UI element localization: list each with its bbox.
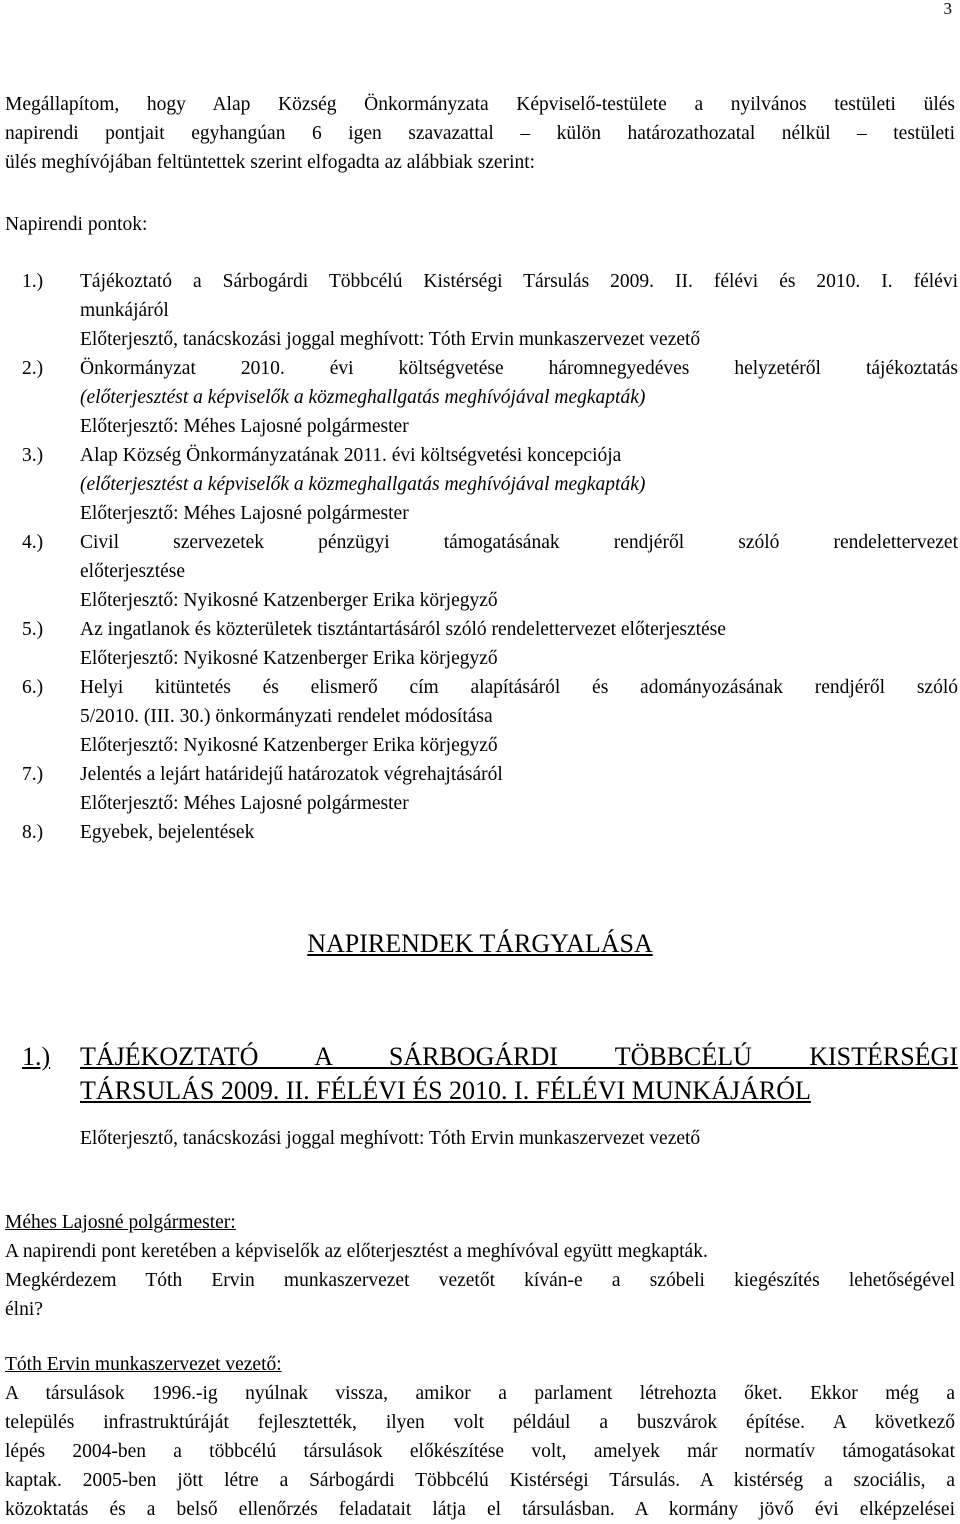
agenda-list — [22, 267, 958, 847]
agenda-item-number: 2.) — [22, 358, 44, 379]
speaker-text-line: élni? — [5, 1299, 43, 1320]
agenda-item-number: 5.) — [22, 619, 44, 640]
agenda-item-presenter: Előterjesztő: Nyikosné Katzenberger Erika körjegyző — [80, 590, 498, 611]
agenda-item-title: Tájékoztató a Sárbogárdi Többcélú Kistérségi Társulás 2009. II. félévi és 2010. I. félévi — [80, 271, 958, 292]
intro-line: ülés meghívójában feltüntettek szerint elfogadta az alábbiak szerint: — [5, 152, 536, 173]
agenda-item-number: 8.) — [22, 822, 44, 843]
agenda-item-presenter: Előterjesztő: Nyikosné Katzenberger Erika körjegyző — [80, 735, 498, 756]
agenda-item — [22, 673, 958, 760]
speaker-text-line: Megkérdezem Tóth Ervin munkaszervezet vezetőt kíván-e a szóbeli kiegészítés lehetőségével — [5, 1270, 955, 1291]
agenda-item-number: 1.) — [22, 271, 44, 292]
agenda-item-note: (előterjesztést a képviselők a közmeghallgatás meghívójával megkapták) — [80, 387, 646, 408]
section-title — [22, 1040, 958, 1108]
intro-paragraph — [5, 90, 955, 177]
speaker-text-line: lépés 2004-ben a többcélú társulások előkészítése volt, amelyek már normatív támogatásokat — [5, 1441, 955, 1462]
speaker-name: Tóth Ervin munkaszervezet vezető: — [5, 1354, 282, 1375]
speaker-block — [5, 1350, 955, 1524]
section-presenter: Előterjesztő, tanácskozási joggal meghívott: Tóth Ervin munkaszervezet vezető — [80, 1128, 701, 1149]
speaker-text-line: település infrastruktúráját fejlesztették, ilyen volt például a buszvárok építése. A következő — [5, 1412, 955, 1433]
page-number: 3 — [943, 0, 952, 18]
agenda-item — [22, 615, 958, 673]
agenda-item-number: 3.) — [22, 445, 44, 466]
speaker-name: Méhes Lajosné polgármester: — [5, 1212, 236, 1233]
agenda-item-presenter: Előterjesztő: Nyikosné Katzenberger Erika körjegyző — [80, 648, 498, 669]
speaker-text-line: közoktatás és a belső ellenőrzés feladatait látja el társulásban. A kormány jövő évi elképzelései — [5, 1499, 955, 1520]
agenda-item-title: Az ingatlanok és közterületek tisztántartásáról szóló rendelettervezet előterjesztése — [80, 619, 726, 640]
agenda-item-presenter: Előterjesztő: Méhes Lajosné polgármester — [80, 793, 409, 814]
agenda-item-title: Önkormányzat 2010. évi költségvetése háromnegyedéves helyzetéről tájékoztatás — [80, 358, 958, 379]
speaker-text — [5, 1237, 955, 1324]
section-number: 1.) — [22, 1042, 51, 1071]
agenda-item-title: Jelentés a lejárt határidejű határozatok végrehajtásáról — [80, 764, 503, 785]
section-title-line: TÁRSULÁS 2009. II. FÉLÉVI ÉS 2010. I. FÉLÉVI MUNKÁJÁRÓL — [80, 1076, 811, 1105]
agenda-item — [22, 528, 958, 615]
agenda-item — [22, 354, 958, 441]
agenda-item-title: Civil szervezetek pénzügyi támogatásának rendjéről szóló rendelettervezet — [80, 532, 958, 553]
agenda-item — [22, 760, 958, 818]
agenda-item-presenter: Előterjesztő: Méhes Lajosné polgármester — [80, 416, 409, 437]
agenda-item-title: 5/2010. (III. 30.) önkormányzati rendelet módosítása — [80, 706, 493, 727]
agenda-item-title: munkájáról — [80, 300, 169, 321]
agenda-item-number: 7.) — [22, 764, 44, 785]
speaker-text — [5, 1379, 955, 1524]
agenda-item — [22, 818, 958, 847]
agenda-item-number: 6.) — [22, 677, 44, 698]
agenda-item — [22, 441, 958, 528]
agenda-item-number: 4.) — [22, 532, 44, 553]
agenda-item-title: Alap Község Önkormányzatának 2011. évi költségvetési koncepciója — [80, 445, 622, 466]
speaker-text-line: A napirendi pont keretében a képviselők az előterjesztést a meghívóval együtt megkapták. — [5, 1241, 708, 1262]
agenda-item-note: (előterjesztést a képviselők a közmeghallgatás meghívójával megkapták) — [80, 474, 646, 495]
main-heading: NAPIRENDEK TÁRGYALÁSA — [307, 929, 653, 958]
agenda-item-title: Helyi kitüntetés és elismerő cím alapításáról és adományozásának rendjéről szóló — [80, 677, 958, 698]
section-title-line: TÁJÉKOZTATÓ A SÁRBOGÁRDI TÖBBCÉLÚ KISTÉRSÉGI — [80, 1042, 958, 1071]
speaker-block — [5, 1208, 955, 1324]
intro-line: napirendi pontjait egyhangúan 6 igen szavazattal – külön határozathozatal nélkül – testületi — [5, 123, 955, 144]
agenda-item-presenter: Előterjesztő: Méhes Lajosné polgármester — [80, 503, 409, 524]
agenda-item-title: Egyebek, bejelentések — [80, 822, 255, 843]
agenda-item-title: előterjesztése — [80, 561, 186, 582]
agenda-heading: Napirendi pontok: — [5, 214, 148, 235]
agenda-item — [22, 267, 958, 354]
intro-line: Megállapítom, hogy Alap Község Önkormányzata Képviselő-testülete a nyilvános testületi ülés — [5, 94, 955, 115]
speaker-text-line: A társulások 1996.-ig nyúlnak vissza, amikor a parlament létrehozta őket. Ekkor még a — [5, 1383, 955, 1404]
speaker-text-line: kaptak. 2005-ben jött létre a Sárbogárdi Többcélú Kistérségi Társulás. A kistérség a szociális, a — [5, 1470, 955, 1491]
agenda-item-presenter: Előterjesztő, tanácskozási joggal meghívott: Tóth Ervin munkaszervezet vezető — [80, 329, 701, 350]
